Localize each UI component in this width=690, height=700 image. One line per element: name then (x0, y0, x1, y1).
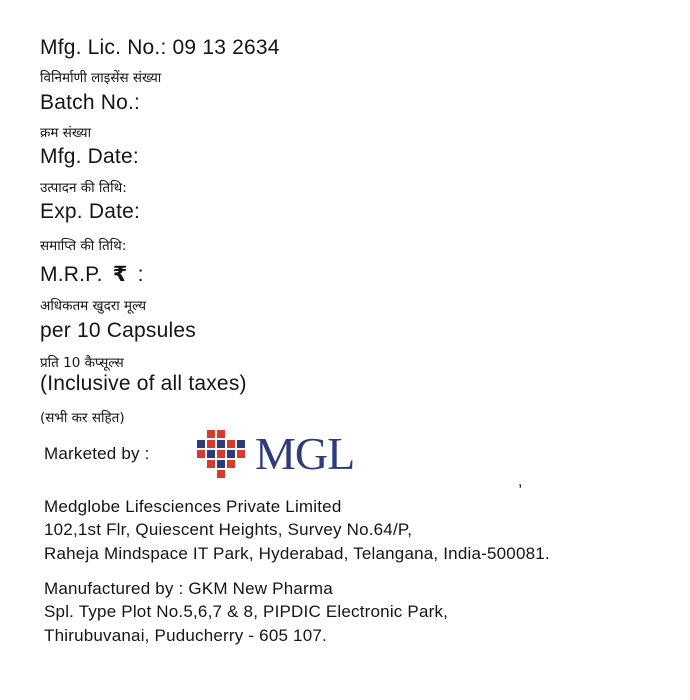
company-address-line-1: 102,1st Flr, Quiescent Heights, Survey No.64/P, (44, 520, 413, 539)
mfg-date-label: Mfg. Date: (40, 145, 139, 168)
company-name: Medglobe Lifesciences Private Limited (44, 497, 342, 516)
mrp-hindi: अधिकतम खुदरा मूल्य (40, 298, 147, 314)
mfg-license-number: Mfg. Lic. No.: 09 13 2634 (40, 36, 280, 59)
batch-number-hindi: क्रम संख्या (40, 125, 92, 141)
exp-date-label: Exp. Date: (40, 200, 141, 223)
manufacturer-address-line-2: Thirubuvanai, Puducherry - 605 107. (44, 626, 327, 645)
mfg-date-hindi: उत्पादन की तिथि: (40, 180, 127, 196)
mfg-license-hindi: विनिर्माणी लाइसेंस संख्या (40, 70, 162, 86)
inclusive-taxes-hindi: (सभी कर सहित) (40, 410, 125, 426)
per-capsules-hindi: प्रति 10 कैप्सूल्स (40, 355, 124, 371)
per-capsules: per 10 Capsules (40, 319, 196, 342)
manufactured-by: Manufactured by : GKM New Pharma (44, 579, 333, 598)
company-address-line-2: Raheja Mindspace IT Park, Hyderabad, Telangana, India-500081. (44, 544, 550, 563)
mgl-logo-text: MGL (255, 428, 355, 479)
marketed-by-label: Marketed by : (44, 444, 150, 463)
inclusive-taxes: (Inclusive of all taxes) (40, 372, 247, 395)
mrp-label (40, 262, 144, 287)
exp-date-hindi: समाप्ति की तिथि: (40, 238, 127, 254)
mrp-colon: : (137, 263, 144, 286)
rupee-icon: ₹ (112, 263, 128, 286)
mrp-text: M.R.P. (40, 263, 103, 286)
stray-mark: , (518, 473, 523, 490)
manufacturer-address-line-1: Spl. Type Plot No.5,6,7 & 8, PIPDIC Electronic Park, (44, 602, 449, 621)
mgl-logo-icon (193, 428, 253, 480)
batch-number-label: Batch No.: (40, 91, 141, 114)
